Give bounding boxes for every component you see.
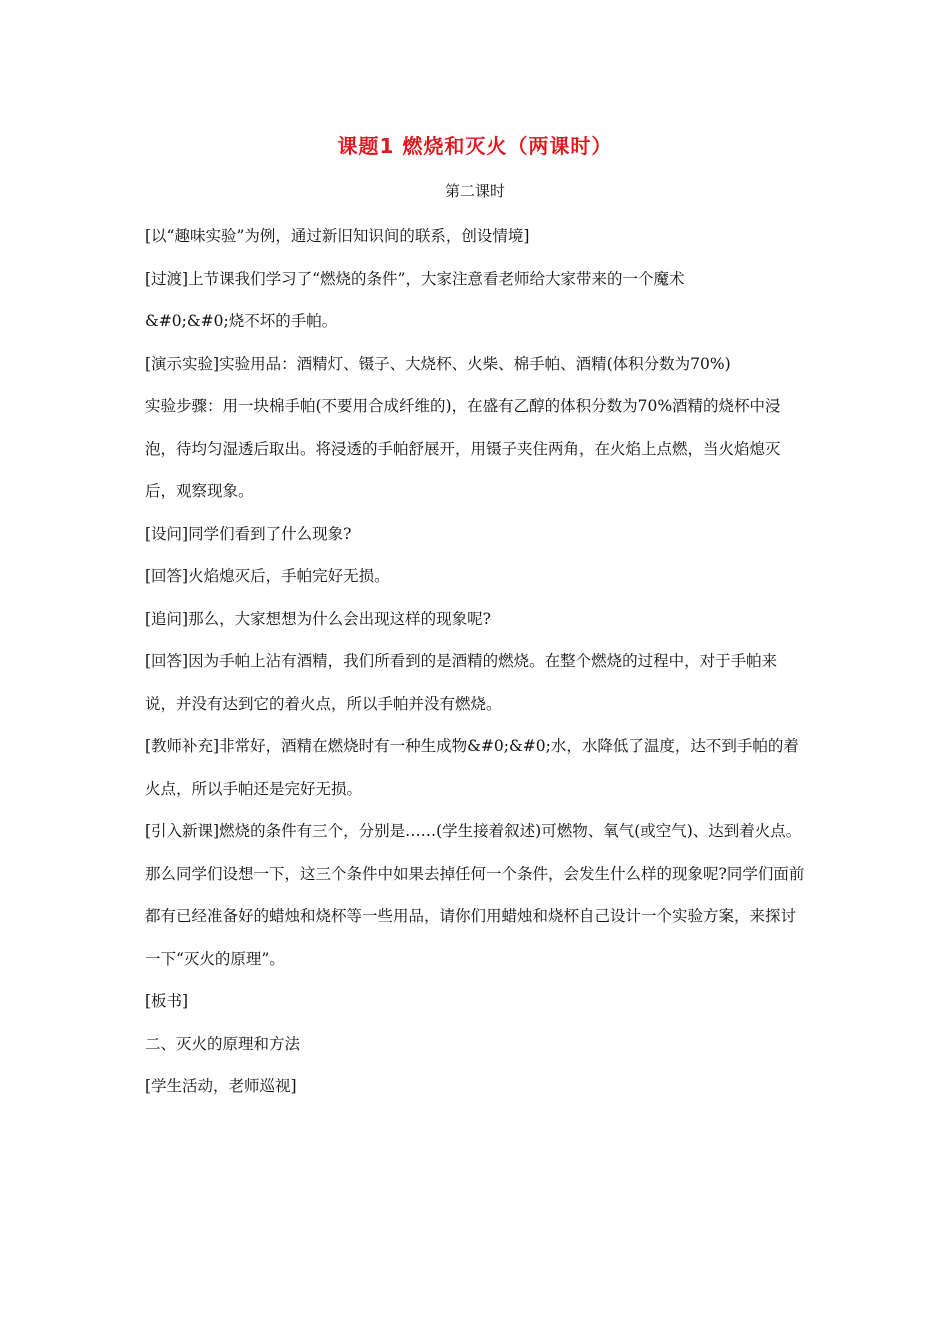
document-subtitle: 第二课时 (444, 182, 505, 200)
paragraph-magic-name: &#0;&#0;烧不坏的手帕。 (145, 312, 338, 330)
section-heading: 二、灭火的原理和方法 (145, 1034, 301, 1053)
paragraph-transition: [过渡]上节课我们学习了“燃烧的条件”，大家注意看老师给大家带来的一个魔术 (145, 269, 685, 288)
paragraph-experiment-steps: 实验步骤：用一块棉手帕(不要用合成纤维的)，在盛有乙醇的体积分数为70%酒精的烧杯中浸泡，待均匀湿透后取出。将浸透的手帕舒展开，用镊子夹住两角，在火焰上点燃，当火焰熄灭后，观察现象。 (145, 397, 781, 500)
paragraph-demo-materials: [演示实验]实验用品：酒精灯、镊子、大烧杯、火柴、棉手帕、酒精(体积分数为70%) (145, 354, 731, 373)
paragraph-student-activity: [学生活动，老师巡视] (145, 1077, 297, 1095)
paragraph-blackboard: [板书] (145, 992, 189, 1010)
document-title: 课题1 燃烧和灭火（两课时） (337, 134, 613, 158)
paragraph-question: [设问]同学们看到了什么现象? (145, 524, 352, 543)
paragraph-answer: [回答]火焰熄灭后，手帕完好无损。 (145, 567, 390, 585)
paragraph-follow-up: [追问]那么，大家想想为什么会出现这样的现象呢? (145, 609, 491, 628)
paragraph-intro-note: [以“趣味实验”为例，通过新旧知识间的联系，创设情境] (145, 227, 530, 245)
paragraph-teacher-supplement: [教师补充]非常好，酒精在燃烧时有一种生成物&#0;&#0;水，水降低了温度，达不到手帕的着火点，所以手帕还是完好无损。 (145, 737, 799, 798)
paragraph-new-lesson: [引入新课]燃烧的条件有三个，分别是……(学生接着叙述)可燃物、氧气(或空气)、达到着火点。 (145, 822, 802, 840)
paragraph-design-task: 那么同学们设想一下，这三个条件中如果去掉任何一个条件，会发生什么样的现象呢?同学们面前都有已经准备好的蜡烛和烧杯等一些用品，请你们用蜡烛和烧杯自己设计一个实验方案，来探讨一下“灭火的原理”。 (145, 864, 805, 968)
document-body (145, 215, 805, 1108)
paragraph-answer-2: [回答]因为手帕上沾有酒精，我们所看到的是酒精的燃烧。在整个燃烧的过程中，对于手帕来说，并没有达到它的着火点，所以手帕并没有燃烧。 (145, 652, 778, 713)
